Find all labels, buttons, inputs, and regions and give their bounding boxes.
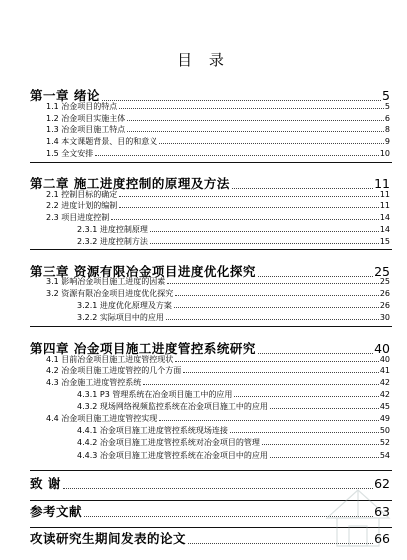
toc-leader-dots xyxy=(175,294,379,296)
toc-page-number: 10 xyxy=(379,149,390,158)
toc-leader-dots xyxy=(159,142,384,144)
toc-leader-dots xyxy=(166,318,379,320)
toc-leader-dots xyxy=(258,275,373,277)
toc-leader-dots xyxy=(262,443,379,445)
toc-page-number: 63 xyxy=(374,504,390,519)
toc-page-number: 41 xyxy=(379,366,390,375)
toc-entry-label: 4.4 冶金项目施工进度管控实现 xyxy=(46,414,158,423)
toc-page-number: 52 xyxy=(379,438,390,447)
toc-entry-label: 4.3.1 P3 管理系统在冶金项目施工中的应用 xyxy=(77,390,233,399)
toc-leader-dots xyxy=(143,383,379,385)
toc-page-number: 11 xyxy=(379,201,390,210)
toc-page-number: 42 xyxy=(379,390,390,399)
toc-section-entry[interactable] xyxy=(30,356,390,364)
toc-entry-label: 4.3.2 现场网络视频监控系统在冶金项目施工中的应用 xyxy=(77,402,268,411)
toc-entry-label: 3.2 资源有限冶金项目进度优化探究 xyxy=(46,289,174,298)
toc-leader-dots xyxy=(150,230,379,232)
toc-leader-dots xyxy=(232,187,373,189)
toc-page-number: 25 xyxy=(379,277,390,286)
toc-entry-label: 3.1 影响冶金项目施工进度的因素 xyxy=(46,277,166,286)
toc-subsection-entry[interactable] xyxy=(30,391,390,399)
chapter-divider xyxy=(30,470,392,471)
toc-entry-label: 1.3 冶金项目施工特点 xyxy=(46,125,126,134)
toc-leader-dots xyxy=(258,352,373,354)
toc-entry-label: 1.2 冶金项目实施主体 xyxy=(46,114,126,123)
toc-section-entry[interactable] xyxy=(30,415,390,423)
toc-section-entry[interactable] xyxy=(30,138,390,146)
toc-entry-label: 4.3 冶金施工进度管控系统 xyxy=(46,378,142,387)
toc-leader-dots xyxy=(270,407,379,409)
toc-section-entry[interactable] xyxy=(30,379,390,387)
toc-section-entry[interactable] xyxy=(30,103,390,111)
toc-subsection-entry[interactable] xyxy=(30,452,390,460)
toc-section-entry[interactable] xyxy=(30,278,390,286)
toc-page-number: 25 xyxy=(374,264,390,279)
toc-entry-label: 2.3.1 进度控制原理 xyxy=(77,225,148,234)
toc-subsection-entry[interactable] xyxy=(30,314,390,322)
toc-section-entry[interactable] xyxy=(30,367,390,375)
toc-entry-label: 4.4.3 冶金项目施工进度管控系统在冶金项目中的应用 xyxy=(77,451,268,460)
toc-page-number: 42 xyxy=(379,378,390,387)
toc-leader-dots xyxy=(119,107,384,109)
toc-section-entry[interactable] xyxy=(30,214,390,222)
page-title: 目 录 xyxy=(177,51,230,69)
toc-page-number: 26 xyxy=(379,289,390,298)
toc-leader-dots xyxy=(119,206,379,208)
chapter-divider xyxy=(30,249,392,250)
toc-section-entry[interactable] xyxy=(30,115,390,123)
toc-entry-label: 3.2.1 进度优化原理及方案 xyxy=(77,301,172,310)
toc-page-number: 11 xyxy=(374,176,390,191)
toc-subsection-entry[interactable] xyxy=(30,427,390,435)
toc-leader-dots xyxy=(95,154,379,156)
toc-section-entry[interactable] xyxy=(30,202,390,210)
toc-entry-label: 2.1 控制目标的确定 xyxy=(46,190,118,199)
toc-page-number: 11 xyxy=(379,190,390,199)
toc-entry-label: 4.2 冶金项目施工进度管控的几个方面 xyxy=(46,366,182,375)
toc-page-number: 50 xyxy=(379,426,390,435)
chapter-divider xyxy=(30,326,392,327)
toc-page-number: 30 xyxy=(379,313,390,322)
toc-page-number: 6 xyxy=(384,114,390,123)
toc-entry-label: 致 谢 xyxy=(30,476,61,491)
toc-page-number: 14 xyxy=(379,225,390,234)
toc-entry-label: 第四章 冶金项目施工进度管控系统研究 xyxy=(30,341,256,356)
toc-page-number: 54 xyxy=(379,451,390,460)
toc-entry-label: 3.2.2 实际项目中的应用 xyxy=(77,313,164,322)
toc-section-entry[interactable] xyxy=(30,191,390,199)
toc-leader-dots xyxy=(175,360,379,362)
toc-leader-dots xyxy=(127,119,384,121)
toc-subsection-entry[interactable] xyxy=(30,226,390,234)
toc-chapter-entry[interactable] xyxy=(30,178,390,191)
toc-subsection-entry[interactable] xyxy=(30,439,390,447)
toc-entry-label: 2.3 项目进度控制 xyxy=(46,213,110,222)
toc-chapter-entry[interactable] xyxy=(30,90,390,103)
toc-leader-dots xyxy=(159,419,379,421)
watermark-logo-icon xyxy=(317,484,399,554)
toc-entry-label: 第一章 绪论 xyxy=(30,88,100,103)
toc-leader-dots xyxy=(127,130,384,132)
toc-page-number: 15 xyxy=(379,237,390,246)
toc-entry-label: 第三章 资源有限冶金项目进度优化探究 xyxy=(30,264,256,279)
toc-section-entry[interactable] xyxy=(30,126,390,134)
toc-entry-label: 攻读研究生期间发表的论文 xyxy=(30,531,187,546)
toc-leader-dots xyxy=(230,431,379,433)
toc-entry-label: 2.3.2 进度控制方法 xyxy=(77,237,148,246)
toc-subsection-entry[interactable] xyxy=(30,302,390,310)
toc-page-number: 45 xyxy=(379,402,390,411)
toc-page-number: 40 xyxy=(374,341,390,356)
toc-leader-dots xyxy=(111,218,379,220)
toc-page-number: 9 xyxy=(384,137,390,146)
toc-page-number: 5 xyxy=(384,102,390,111)
toc-entry-label: 1.4 本文课题背景、目的和意义 xyxy=(46,137,158,146)
toc-entry-label: 4.4.1 冶金项目施工进度管控系统现场连接 xyxy=(77,426,228,435)
toc-section-entry[interactable] xyxy=(30,290,390,298)
toc-entry-label: 第二章 施工进度控制的原理及方法 xyxy=(30,176,230,191)
toc-entry-label: 4.1 目前冶金项目施工进度管控现状 xyxy=(46,355,174,364)
toc-leader-dots xyxy=(102,99,381,101)
toc-page-number: 5 xyxy=(382,88,390,103)
toc-chapter-entry[interactable] xyxy=(30,343,390,356)
toc-page-number: 40 xyxy=(379,355,390,364)
toc-leader-dots xyxy=(183,371,379,373)
toc-subsection-entry[interactable] xyxy=(30,403,390,411)
toc-entry-label: 2.2 进度计划的编制 xyxy=(46,201,118,210)
toc-entry-label: 1.5 全文安排 xyxy=(46,149,94,158)
toc-page-number: 49 xyxy=(379,414,390,423)
toc-leader-dots xyxy=(270,456,379,458)
toc-entry-label: 参考文献 xyxy=(30,504,83,519)
toc-page-number: 14 xyxy=(379,213,390,222)
toc-subsection-entry[interactable] xyxy=(30,238,390,246)
chapter-divider xyxy=(30,162,392,163)
toc-section-entry[interactable] xyxy=(30,150,390,158)
toc-leader-dots xyxy=(234,395,378,397)
toc-leader-dots xyxy=(119,195,379,197)
toc-leader-dots xyxy=(167,282,379,284)
toc-entry-label: 4.4.2 冶金项目施工进度管控系统对冶金项目的管理 xyxy=(77,438,260,447)
toc-page-number: 8 xyxy=(384,125,390,134)
toc-page-number: 66 xyxy=(374,531,390,546)
toc-page-number: 62 xyxy=(374,476,390,491)
toc-leader-dots xyxy=(174,306,379,308)
toc-page-number: 26 xyxy=(379,301,390,310)
toc-entry-label: 1.1 冶金项目的特点 xyxy=(46,102,118,111)
toc-leader-dots xyxy=(150,242,379,244)
